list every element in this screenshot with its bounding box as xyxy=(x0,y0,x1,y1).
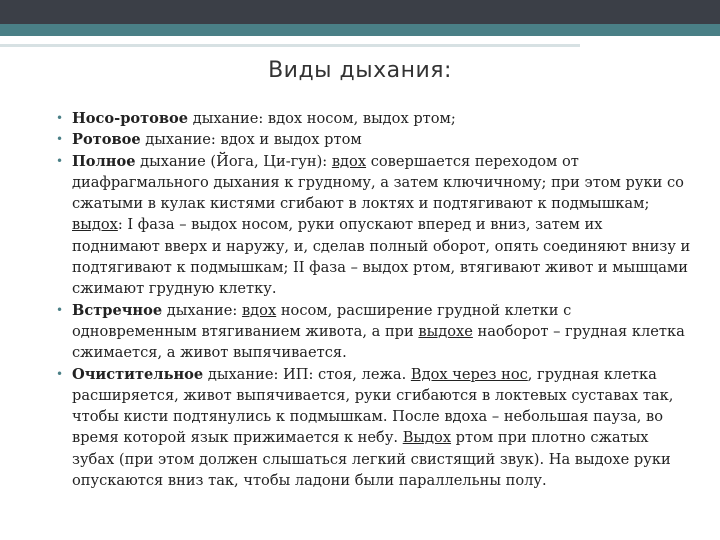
item-text: дыхание: xyxy=(162,301,242,319)
item-text: дыхание: вдох носом, выдох ртом; xyxy=(188,110,456,127)
bullet-list xyxy=(52,108,692,491)
item-text: , грудная клетка расширяется, живот выпячивается, руки сгибаются в локтевых суставах так, чтобы кисти подтянулись к подмышкам. После вдоха – небольшая пауза, во время которой язык прижимается к небу. xyxy=(72,365,674,447)
list-item-naso-oral xyxy=(52,108,692,129)
item-text: ртом при плотно сжатых зубах (при этом должен слышаться легкий свистящий звук). На выдохе руки опускаются вниз так, чтобы ладони были параллельны полу. xyxy=(72,429,671,490)
underlined-term: Выдох xyxy=(402,429,452,447)
item-term: Ротовое xyxy=(72,131,141,149)
top-divider-gap xyxy=(580,44,720,47)
list-item-full xyxy=(52,151,692,300)
top-divider-line xyxy=(0,44,580,47)
bullet-icon: • xyxy=(56,366,64,381)
item-text: наоборот – грудная клетка сжимается, а живот выпячивается. xyxy=(72,322,685,362)
top-decor-bar xyxy=(0,0,720,24)
item-text: носом, расширение грудной клетки с одновременным втягиванием живота, а при xyxy=(72,301,572,340)
list-item-cleansing xyxy=(52,364,692,492)
item-term: Очистительное xyxy=(72,365,204,383)
top-accent-bar xyxy=(0,24,720,36)
bullet-icon: • xyxy=(56,132,64,147)
slide-title: Виды дыхания: xyxy=(268,58,452,83)
item-term: Полное xyxy=(72,152,136,170)
item-term: Носо-ротовое xyxy=(72,110,189,127)
item-text: совершается переходом от диафрагмального дыхания к грудному, а затем ключичному; при этом руки со сжатыми в кулак кистями сгибают в локтях и подтягивают к подмышкам; xyxy=(72,152,684,213)
item-text: : I фаза – выдох носом, руки опускают вперед и вниз, затем их поднимают вверх и наружу, и, сделав полный оборот, опять соединяют внизу и подтягивают к подмышкам; II фаза – выдох ртом, втягивают живот и мышцами сжимают грудную клетку. xyxy=(72,216,691,298)
underlined-term: выдохе xyxy=(418,322,473,340)
bullet-icon: • xyxy=(56,111,64,125)
underlined-term: выдох xyxy=(72,216,118,234)
underlined-term: вдох xyxy=(241,301,277,319)
item-text: дыхание: вдох и выдох ртом xyxy=(140,131,362,149)
bullet-icon: • xyxy=(56,153,64,168)
list-item-oral xyxy=(52,129,692,150)
item-text: дыхание (Йога, Ци-гун): xyxy=(135,152,332,170)
item-text: дыхание: ИП: стоя, лежа. xyxy=(203,365,411,383)
item-term: Встречное xyxy=(72,301,163,319)
list-item-counter xyxy=(52,300,692,364)
bullet-icon: • xyxy=(56,302,64,317)
underlined-term: Вдох через нос xyxy=(410,365,528,383)
underlined-term: вдох xyxy=(331,152,367,170)
